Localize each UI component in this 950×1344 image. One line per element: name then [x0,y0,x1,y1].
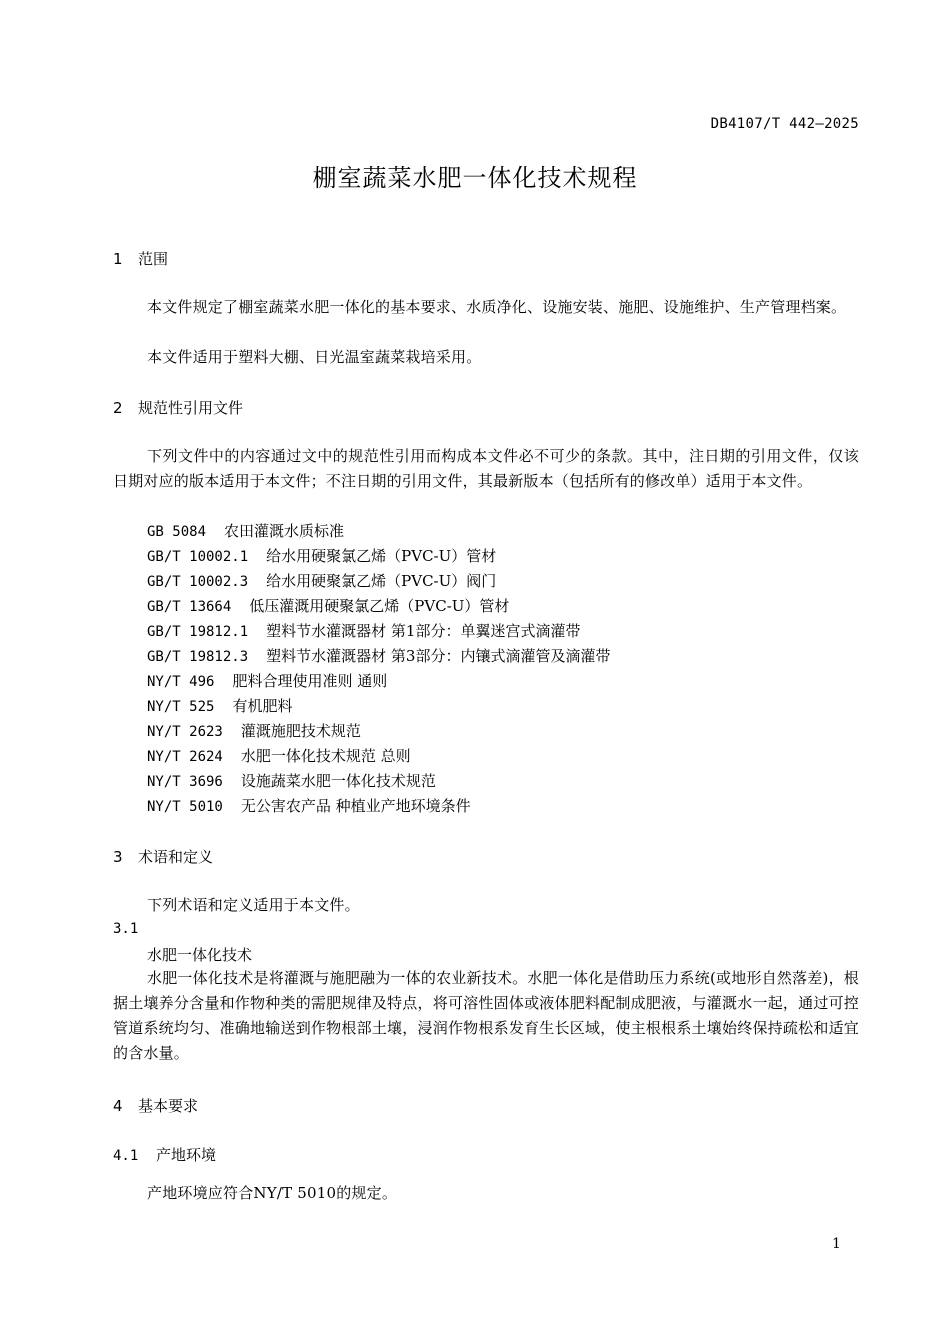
reference-code: GB 5084 [147,524,207,540]
reference-code: NY/T 2624 [147,749,223,765]
section-number: 3 [113,848,123,866]
reference-code: GB/T 19812.1 [147,624,249,640]
section-title: 范围 [138,250,169,268]
scope-paragraph-2: 本文件适用于塑料大棚、日光温室蔬菜栽培采用。 [147,348,482,366]
section-title: 规范性引用文件 [138,399,244,417]
reference-code: GB/T 10002.3 [147,574,249,590]
reference-code: GB/T 19812.3 [147,649,249,665]
section-3-heading [113,846,213,867]
section-title: 术语和定义 [138,848,214,866]
reference-name: 给水用硬聚氯乙烯（PVC-U）阀门 [266,572,497,590]
page-number: 1 [832,1236,841,1252]
section-number: 2 [113,399,123,417]
reference-item [147,719,361,745]
environment-requirement: 产地环境应符合NY/T 5010的规定。 [147,1184,398,1202]
reference-name: 低压灌溉用硬聚氯乙烯（PVC-U）管材 [249,597,510,615]
reference-item [147,769,436,795]
reference-item [147,694,292,720]
document-title: 棚室蔬菜水肥一体化技术规程 [312,164,638,192]
reference-item [147,594,509,620]
reference-name: 给水用硬聚氯乙烯（PVC-U）管材 [266,547,497,565]
section-number: 4 [113,1097,123,1115]
reference-item [147,794,471,820]
reference-code: NY/T 496 [147,674,215,690]
reference-name: 农田灌溉水质标准 [224,522,345,540]
reference-code: GB/T 10002.1 [147,549,249,565]
section-title: 基本要求 [138,1097,199,1115]
reference-code: GB/T 13664 [147,599,232,615]
reference-name: 灌溉施肥技术规范 [240,722,361,740]
references-intro: 下列文件中的内容通过文中的规范性引用而构成本文件必不可少的条款。其中，注日期的引用文件，仅该日期对应的版本适用于本文件；不注日期的引用文件，其最新版本（包括所有的修改单）适用于本文件。 [113,447,859,490]
subsection-number: 4.1 [113,1148,139,1164]
section-4-heading [113,1095,198,1116]
terms-intro: 下列术语和定义适用于本文件。 [147,896,360,914]
reference-code: NY/T 2623 [147,724,223,740]
reference-name: 塑料节水灌溉器材 第3部分：内镶式滴灌管及滴灌带 [266,647,611,665]
reference-code: NY/T 3696 [147,774,223,790]
reference-code: NY/T 5010 [147,799,223,815]
subsection-title: 产地环境 [156,1146,217,1164]
term-name: 水肥一体化技术 [147,946,253,964]
reference-item [147,669,387,695]
subsection-4-1-heading [113,1144,216,1165]
reference-name: 无公害农产品 种植业产地环境条件 [240,797,471,815]
term-number: 3.1 [113,921,139,937]
reference-item [147,544,496,570]
reference-name: 塑料节水灌溉器材 第1部分：单翼迷宫式滴灌带 [266,622,581,640]
reference-item [147,744,411,770]
reference-name: 有机肥料 [232,697,293,715]
reference-item [147,619,580,645]
term-definition: 水肥一体化技术是将灌溉与施肥融为一体的农业新技术。水肥一体化是借助压力系统(或地形自然落差)，根据土壤养分含量和作物种类的需肥规律及特点，将可溶性固体或液体肥料配制成肥液，与灌溉水一起，通过可控管道系统均匀、准确地输送到作物根部土壤，浸润作物根系发育生长区域，使主根根系土壤始终保持疏松和适宜的含水量。 [113,969,859,1062]
reference-item [147,644,610,670]
section-2-heading [113,397,243,418]
reference-code: NY/T 525 [147,699,215,715]
section-1-heading [113,248,168,269]
reference-name: 设施蔬菜水肥一体化技术规范 [240,772,436,790]
scope-paragraph-1: 本文件规定了棚室蔬菜水肥一体化的基本要求、水质净化、设施安装、施肥、设施维护、生产管理档案。 [147,298,847,316]
reference-name: 水肥一体化技术规范 总则 [240,747,411,765]
reference-item [147,519,344,545]
document-code: DB4107/T 442—2025 [710,116,859,132]
reference-name: 肥料合理使用准则 通则 [232,672,388,690]
reference-item [147,569,496,595]
section-number: 1 [113,250,123,268]
